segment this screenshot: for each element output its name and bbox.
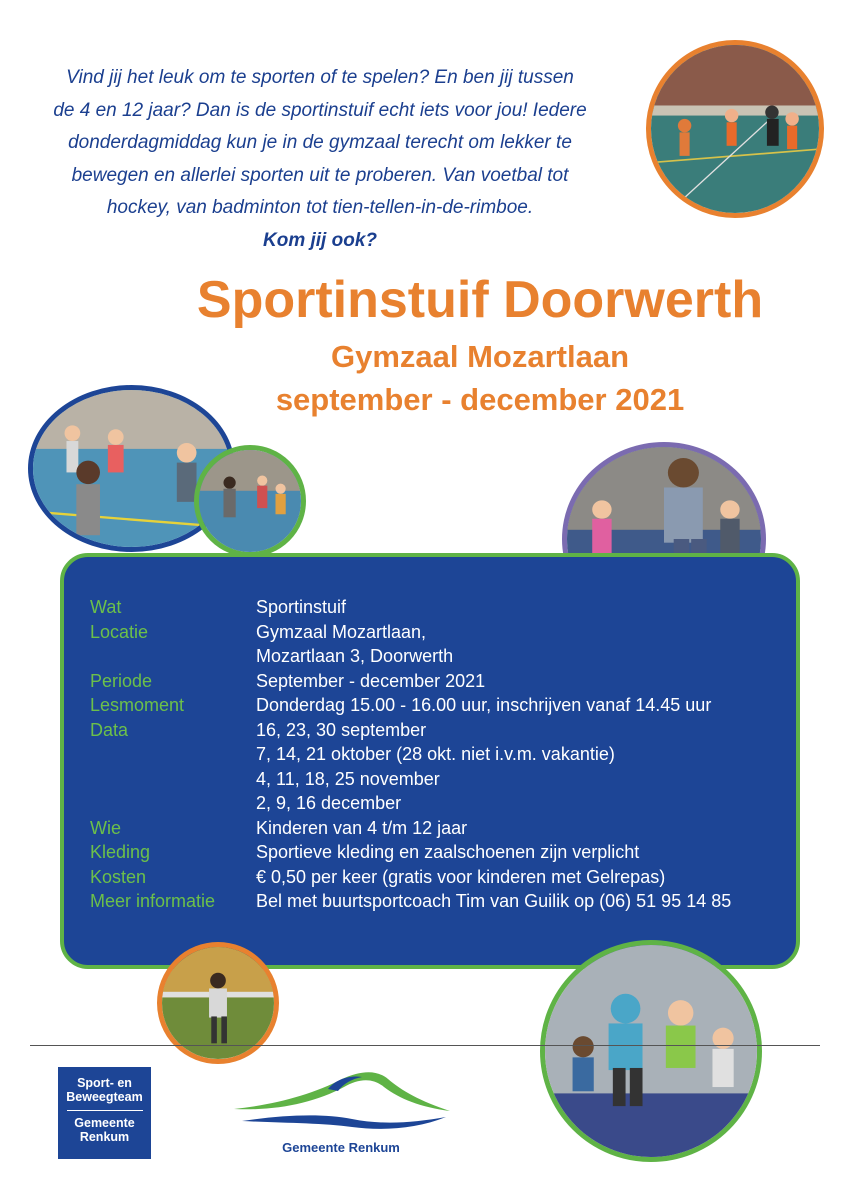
page-title: Sportinstuif Doorwerth — [196, 271, 764, 329]
info-label — [90, 791, 256, 816]
sport-beweegteam-logo — [58, 1067, 151, 1159]
info-label: Kosten — [90, 866, 147, 887]
info-row-meer-informatie — [90, 889, 731, 914]
intro-line: hockey, van badminton tot tien-tellen-in-de-rimboe. — [106, 197, 534, 218]
info-value: 4, 11, 18, 25 november — [256, 768, 440, 789]
info-row-kosten — [90, 865, 731, 890]
subtitle-period: september - december 2021 — [275, 382, 685, 417]
info-label — [90, 644, 256, 669]
info-label: Data — [90, 719, 129, 740]
info-value: Sportieve kleding en zaalschoenen zijn verplicht — [256, 842, 640, 862]
logo-line: Renkum — [79, 1130, 130, 1144]
info-label — [90, 767, 256, 792]
info-row-locatie-address — [90, 644, 731, 669]
photo-gym-kids-running — [646, 40, 824, 218]
photo-kids-on-mat — [540, 940, 762, 1162]
info-row-periode — [90, 669, 731, 694]
info-label: Wie — [90, 817, 121, 838]
intro-line: donderdagmiddag kun je in de gymzaal terecht om lekker te — [68, 132, 572, 153]
photo-kids-gym-hall — [194, 445, 306, 557]
info-row-data-december — [90, 791, 731, 816]
info-value: Sportinstuif — [256, 597, 347, 617]
logo-divider — [67, 1110, 143, 1111]
intro-text — [40, 62, 600, 257]
info-row-data-november — [90, 767, 731, 792]
info-value: 2, 9, 16 december — [256, 793, 402, 813]
logo-line: Sport- en — [77, 1076, 132, 1090]
info-row-kleding — [90, 840, 731, 865]
info-row-locatie — [90, 620, 731, 645]
info-row-wat — [90, 595, 731, 620]
info-value: Bel met buurtsportcoach Tim van Guilik op (06) 51 95 14 85 — [256, 891, 732, 911]
gemeente-renkum-logo-icon — [232, 1065, 454, 1131]
info-row-data — [90, 718, 731, 743]
info-value: Kinderen van 4 t/m 12 jaar — [256, 817, 468, 838]
info-list — [90, 595, 731, 914]
info-value: € 0,50 per keer (gratis voor kinderen met Gelrepas) — [256, 866, 666, 887]
intro-line: bewegen en allerlei sporten uit te proberen. Van voetbal tot — [71, 164, 569, 186]
info-row-data-oktober — [90, 742, 731, 767]
info-label: Wat — [90, 597, 122, 617]
info-label: Lesmoment — [90, 695, 185, 715]
info-label: Locatie — [90, 621, 149, 642]
info-value: Gymzaal Mozartlaan, — [256, 621, 427, 642]
info-label: Kleding — [90, 842, 151, 862]
info-value: 7, 14, 21 oktober (28 okt. niet i.v.m. vakantie) — [256, 744, 615, 764]
info-panel — [60, 553, 800, 969]
info-label: Meer informatie — [90, 891, 216, 911]
info-label: Periode — [90, 670, 153, 691]
info-row-lesmoment — [90, 693, 731, 718]
gemeente-renkum-label: Gemeente Renkum — [282, 1140, 400, 1155]
footer-divider — [30, 1045, 820, 1046]
intro-line: Vind jij het leuk om te sporten of te spelen? En ben jij tussen — [66, 67, 574, 88]
info-value: September - december 2021 — [256, 670, 486, 691]
logo-line: Gemeente — [74, 1116, 135, 1130]
subtitle-location: Gymzaal Mozartlaan — [330, 339, 630, 374]
info-row-wie — [90, 816, 731, 841]
info-label — [90, 742, 256, 767]
info-value: Donderdag 15.00 - 16.00 uur, inschrijven vanaf 14.45 uur — [256, 695, 712, 715]
logo-line: Beweegteam — [66, 1090, 143, 1104]
info-value: 16, 23, 30 september — [256, 719, 427, 740]
intro-cta: Kom jij ook? — [263, 229, 377, 251]
intro-line: de 4 en 12 jaar? Dan is de sportinstuif echt iets voor jou! Iedere — [53, 99, 587, 121]
info-value: Mozartlaan 3, Doorwerth — [256, 646, 454, 666]
